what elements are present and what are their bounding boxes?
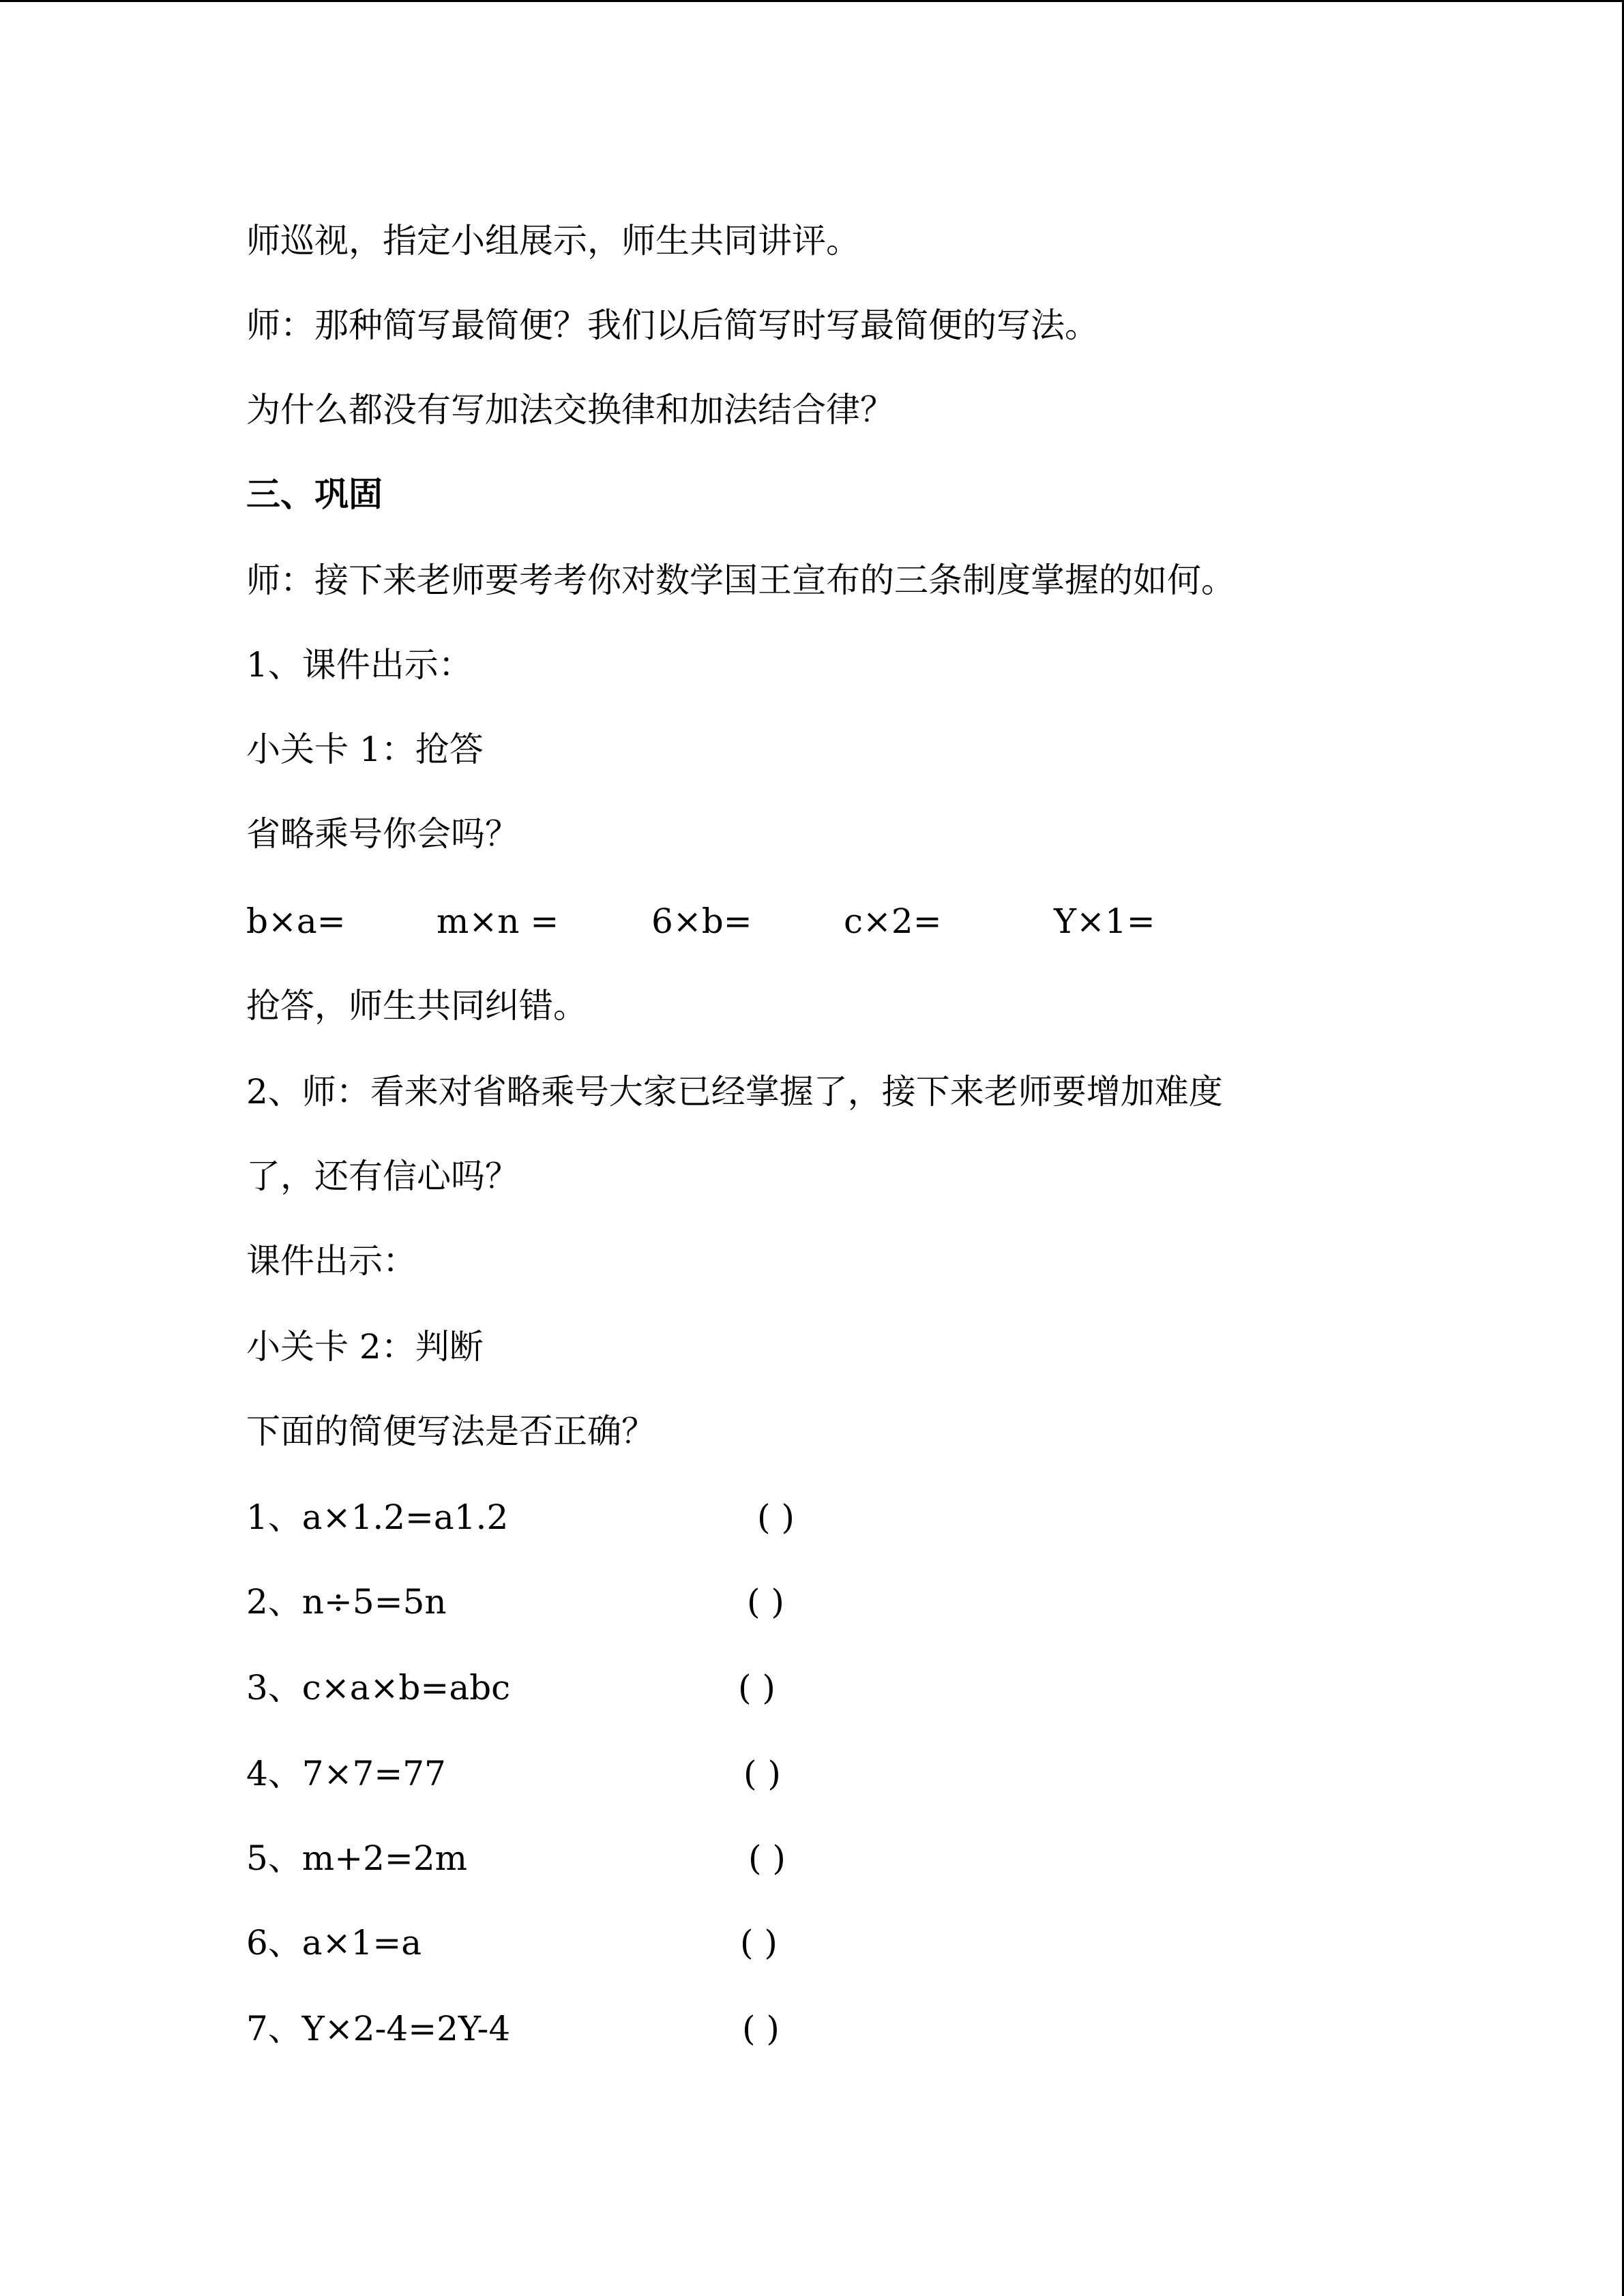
judge-item: 2、n÷5=5n [246, 1582, 447, 1622]
paragraph-omit-multiply: 省略乘号你会吗？ [246, 814, 519, 854]
quick-expr: b×a= [246, 901, 346, 941]
quick-expr: 6×b= [651, 901, 752, 941]
paragraph-confidence: 了，还有信心吗？ [246, 1157, 519, 1196]
paragraph-simplest-writing: 师：那种简写最简便？我们以后简写时写最简便的写法。 [246, 305, 1099, 345]
paragraph-correct-errors: 抢答，师生共同纠错。 [246, 986, 587, 1026]
answer-parentheses: ( ) [743, 1754, 781, 1793]
page-top-border [0, 0, 1624, 2]
judge-item: 3、c×a×b=abc [246, 1668, 511, 1708]
paragraph-teacher-patrol: 师巡视，指定小组展示，师生共同讲评。 [246, 221, 860, 260]
judge-item: 1、a×1.2=a1.2 [246, 1497, 509, 1537]
paragraph-teacher-test: 师：接下来老师要考考你对数学国王宣布的三条制度掌握的如何。 [246, 561, 1235, 600]
answer-parentheses: ( ) [738, 1668, 776, 1708]
judge-item: 5、m+2=2m [246, 1838, 468, 1878]
quick-expr: c×2= [844, 901, 942, 941]
answer-parentheses: ( ) [748, 1838, 786, 1878]
paragraph-question-laws: 为什么都没有写加法交换律和加法结合律？ [246, 390, 894, 430]
paragraph-courseware-1: 1、课件出示： [246, 645, 473, 685]
paragraph-increase-difficulty: 2、师：看来对省略乘号大家已经掌握了，接下来老师要增加难度 [246, 1072, 1223, 1112]
answer-parentheses: ( ) [747, 1582, 784, 1622]
answer-parentheses: ( ) [740, 1923, 778, 1963]
judge-item: 6、a×1=a [246, 1923, 422, 1963]
paragraph-judge-question: 下面的简便写法是否正确？ [246, 1412, 655, 1451]
level-2-title: 小关卡 2：判断 [246, 1327, 484, 1367]
quick-expr: Y×1= [1054, 901, 1155, 941]
section-heading-consolidate: 三、巩固 [246, 474, 383, 514]
answer-parentheses: ( ) [757, 1497, 795, 1537]
paragraph-courseware-2: 课件出示： [246, 1241, 417, 1281]
level-1-title: 小关卡 1：抢答 [246, 730, 484, 769]
judge-item: 4、7×7=77 [246, 1754, 446, 1793]
answer-parentheses: ( ) [742, 2009, 780, 2048]
judge-item: 7、Y×2-4=2Y-4 [246, 2009, 511, 2048]
quick-expr: m×n = [437, 901, 559, 941]
